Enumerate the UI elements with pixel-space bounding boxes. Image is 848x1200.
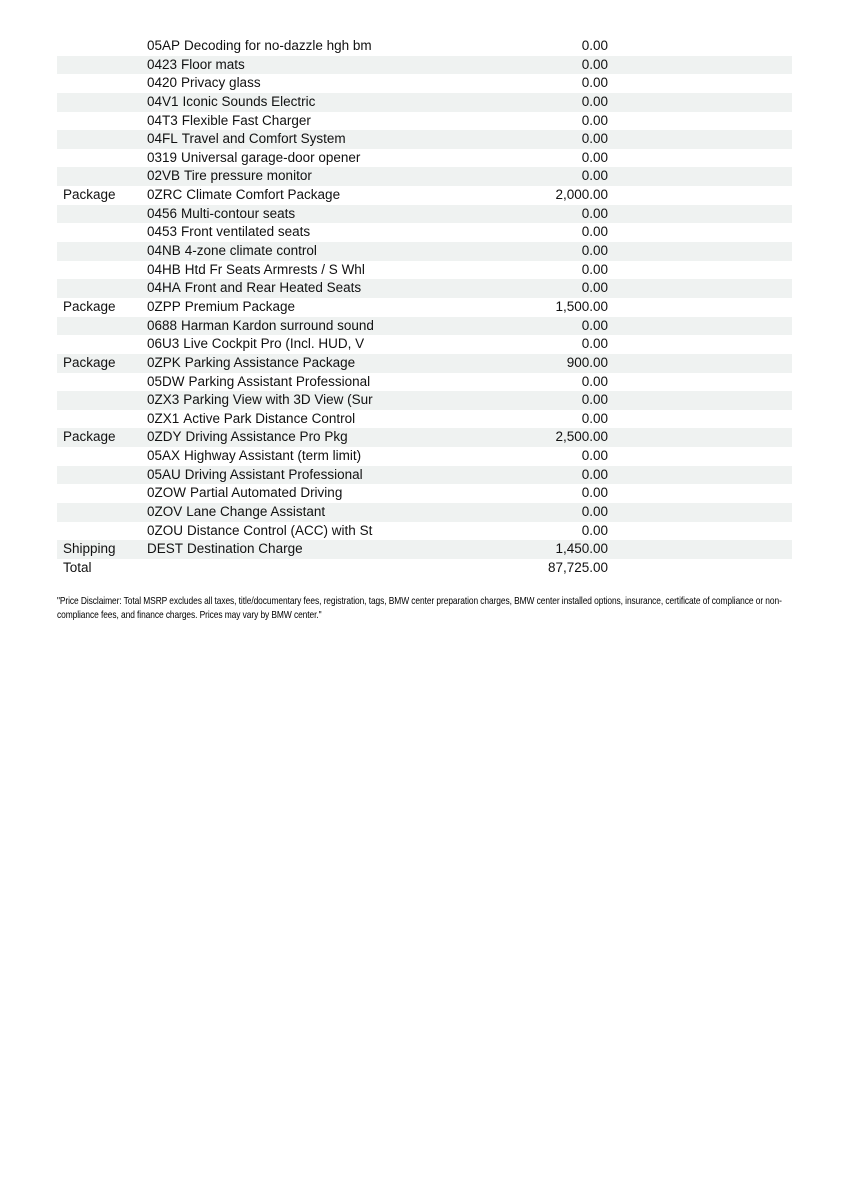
table-row	[57, 56, 792, 75]
option-name: Active Park Distance Control	[183, 410, 356, 426]
option-name: Destination Charge	[187, 541, 303, 557]
option-name: Climate Comfort Package	[186, 187, 341, 203]
row-amount: 0.00	[581, 504, 608, 520]
row-amount: 87,725.00	[547, 559, 608, 575]
option-code: 0ZRC	[147, 187, 183, 203]
option-name: Multi-contour seats	[181, 205, 296, 221]
option-code: 0453	[147, 224, 178, 240]
table-row	[57, 279, 792, 298]
option-code: 0319	[147, 149, 178, 165]
row-amount: 900.00	[566, 354, 608, 370]
row-amount: 0.00	[581, 93, 608, 109]
row-amount: 1,450.00	[555, 541, 608, 557]
row-amount: 0.00	[581, 280, 608, 296]
option-name: Decoding for no-dazzle hgh bm	[184, 38, 372, 53]
row-amount: 0.00	[581, 448, 608, 464]
row-amount: 1,500.00	[555, 298, 608, 314]
table-row	[57, 130, 792, 149]
price-disclaimer-text: "Price Disclaimer: Total MSRP excludes all taxes, title/documentary fees, registration, tags, BMW center preparation charges, BMW center installed options, insurance, certificate of compliance or non-compliance fees, and finance charges. Prices may vary by BMW center."	[57, 595, 782, 621]
row-amount: 0.00	[581, 261, 608, 277]
option-code: 05AP	[147, 38, 181, 53]
row-amount: 0.00	[581, 205, 608, 221]
table-row	[57, 112, 792, 131]
option-code: 0ZOU	[147, 522, 184, 538]
option-name: Partial Automated Driving	[190, 485, 343, 501]
table-row	[57, 447, 792, 466]
row-amount: 0.00	[581, 485, 608, 501]
row-amount: 0.00	[581, 373, 608, 389]
option-code: 04HB	[147, 261, 181, 277]
table-row	[57, 503, 792, 522]
option-code: 06U3	[147, 336, 180, 352]
option-code: 0ZDY	[147, 429, 182, 445]
option-code: 05AX	[147, 448, 181, 464]
option-name: Parking View with 3D View (Sur	[183, 392, 373, 408]
option-code: 0688	[147, 317, 178, 333]
option-code: 0ZX3	[147, 392, 180, 408]
option-code: 0ZX1	[147, 410, 180, 426]
row-amount: 0.00	[581, 410, 608, 426]
table-row	[57, 167, 792, 186]
row-amount: 0.00	[581, 149, 608, 165]
option-name: Parking Assistance Package	[184, 354, 356, 370]
row-amount: 0.00	[581, 317, 608, 333]
option-name: Travel and Comfort System	[181, 131, 346, 147]
row-type-label: Package	[63, 187, 116, 203]
table-row	[57, 559, 792, 578]
table-row	[57, 410, 792, 429]
option-name: Front and Rear Heated Seats	[184, 280, 362, 296]
option-name: Privacy glass	[181, 75, 261, 91]
table-row	[57, 466, 792, 485]
row-amount: 0.00	[581, 243, 608, 259]
table-row	[57, 522, 792, 541]
table-row	[57, 149, 792, 168]
table-row	[57, 540, 792, 559]
row-amount: 0.00	[581, 75, 608, 91]
row-type-label: Package	[63, 354, 116, 370]
option-name: Driving Assistance Pro Pkg	[185, 429, 348, 445]
table-row	[57, 261, 792, 280]
option-name: Harman Kardon surround sound	[181, 317, 374, 333]
option-code: 04V1	[147, 93, 179, 109]
price-table	[57, 37, 792, 578]
option-code: 04NB	[147, 243, 181, 259]
row-amount: 0.00	[581, 392, 608, 408]
option-code: 0ZOW	[147, 485, 186, 501]
table-row	[57, 93, 792, 112]
row-amount: 0.00	[581, 56, 608, 72]
table-row	[57, 298, 792, 317]
option-name: Front ventilated seats	[181, 224, 311, 240]
row-amount: 0.00	[581, 131, 608, 147]
option-name: Highway Assistant (term limit)	[184, 448, 362, 464]
option-code: 0ZPK	[147, 354, 181, 370]
option-code: 05AU	[147, 466, 181, 482]
option-name: Universal garage-door opener	[181, 149, 361, 165]
row-amount: 0.00	[581, 38, 608, 53]
row-type-label: Shipping	[63, 541, 116, 557]
row-type-label: Package	[63, 429, 116, 445]
option-code: 0ZOV	[147, 504, 183, 520]
option-code: 04HA	[147, 280, 181, 296]
row-amount: 2,000.00	[555, 187, 608, 203]
table-row	[57, 37, 792, 56]
table-row	[57, 186, 792, 205]
option-name: Premium Package	[184, 298, 296, 314]
table-row	[57, 317, 792, 336]
table-row	[57, 74, 792, 93]
row-amount: 0.00	[581, 168, 608, 184]
table-row	[57, 335, 792, 354]
row-amount: 2,500.00	[555, 429, 608, 445]
row-amount: 0.00	[581, 224, 608, 240]
option-name: Distance Control (ACC) with St	[187, 522, 373, 538]
table-row	[57, 484, 792, 503]
option-name: Lane Change Assistant	[186, 504, 326, 520]
option-code: 0420	[147, 75, 178, 91]
row-amount: 0.00	[581, 112, 608, 128]
option-code: 04FL	[147, 131, 178, 147]
table-row	[57, 428, 792, 447]
option-name: Tire pressure monitor	[184, 168, 312, 184]
row-type-label: Package	[63, 298, 116, 314]
option-code: 02VB	[147, 168, 181, 184]
row-amount: 0.00	[581, 336, 608, 352]
option-name: Floor mats	[181, 56, 245, 72]
option-code: DEST	[147, 541, 184, 557]
option-code: 0456	[147, 205, 178, 221]
option-code: 04T3	[147, 112, 178, 128]
option-name: Iconic Sounds Electric	[182, 93, 316, 109]
option-code: 0423	[147, 56, 178, 72]
option-name: Driving Assistant Professional	[184, 466, 363, 482]
table-row	[57, 391, 792, 410]
option-name: 4-zone climate control	[184, 243, 317, 259]
row-amount: 0.00	[581, 466, 608, 482]
option-name: Flexible Fast Charger	[181, 112, 311, 128]
option-name: Live Cockpit Pro (Incl. HUD, V	[183, 336, 365, 352]
table-row	[57, 242, 792, 261]
row-amount: 0.00	[581, 522, 608, 538]
table-row	[57, 373, 792, 392]
table-row	[57, 223, 792, 242]
option-name: Htd Fr Seats Armrests / S Whl	[184, 261, 365, 277]
row-type-label: Total	[63, 559, 92, 575]
table-row	[57, 354, 792, 373]
table-row	[57, 205, 792, 224]
option-name: Parking Assistant Professional	[188, 373, 371, 389]
option-code: 05DW	[147, 373, 185, 389]
option-code: 0ZPP	[147, 298, 181, 314]
